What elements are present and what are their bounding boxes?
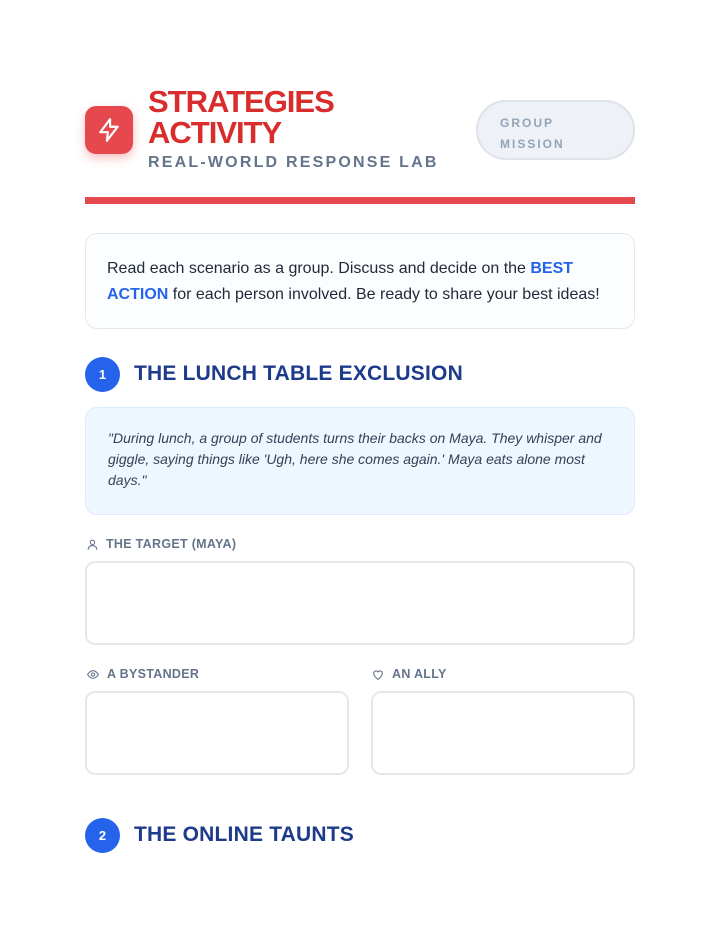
instructions-box [85,233,635,329]
section-number: 2 [85,818,120,853]
header-divider [85,197,635,204]
section-2-header [85,818,635,854]
scenario-quote: "During lunch, a group of students turns their backs on Maya. They whisper and giggle, saying things like 'Ugh, here she comes again.' Maya eats alone most days." [85,407,635,515]
target-answer-box[interactable] [85,561,635,645]
logo-badge [85,106,133,154]
section-number: 1 [85,357,120,392]
instructions-text-end: for each person involved. Be ready to share your best ideas! [168,286,600,303]
field-label-text: THE TARGET (MAYA) [106,537,237,551]
section-title: THE LUNCH TABLE EXCLUSION [134,362,463,385]
worksheet-header [85,86,635,186]
page-subtitle: REAL-WORLD RESPONSE LAB [148,154,439,171]
instructions-highlight: BEST ACTION [107,260,574,303]
bystander-answer-box[interactable] [85,691,349,775]
eye-icon [86,668,100,681]
title-line-1: STRATEGIES [148,84,334,119]
field-label-target [86,537,236,551]
badge-line-1: GROUP [500,116,555,130]
badge-line-2: MISSION [500,137,565,151]
field-label-ally [371,667,447,681]
page-title [148,86,448,148]
group-mission-badge [476,100,635,160]
ally-answer-box[interactable] [371,691,635,775]
field-label-text: AN ALLY [392,667,447,681]
lightning-bolt-icon [96,117,122,143]
section-1-header [85,357,635,393]
section-title: THE ONLINE TAUNTS [134,823,355,846]
instructions-text-start: Read each scenario as a group. Discuss and decide on the [107,260,531,277]
person-icon [86,538,99,551]
title-line-2: ACTIVITY [148,115,282,150]
field-label-bystander [86,667,199,681]
field-label-text: A BYSTANDER [107,667,200,681]
heart-icon [371,668,385,681]
